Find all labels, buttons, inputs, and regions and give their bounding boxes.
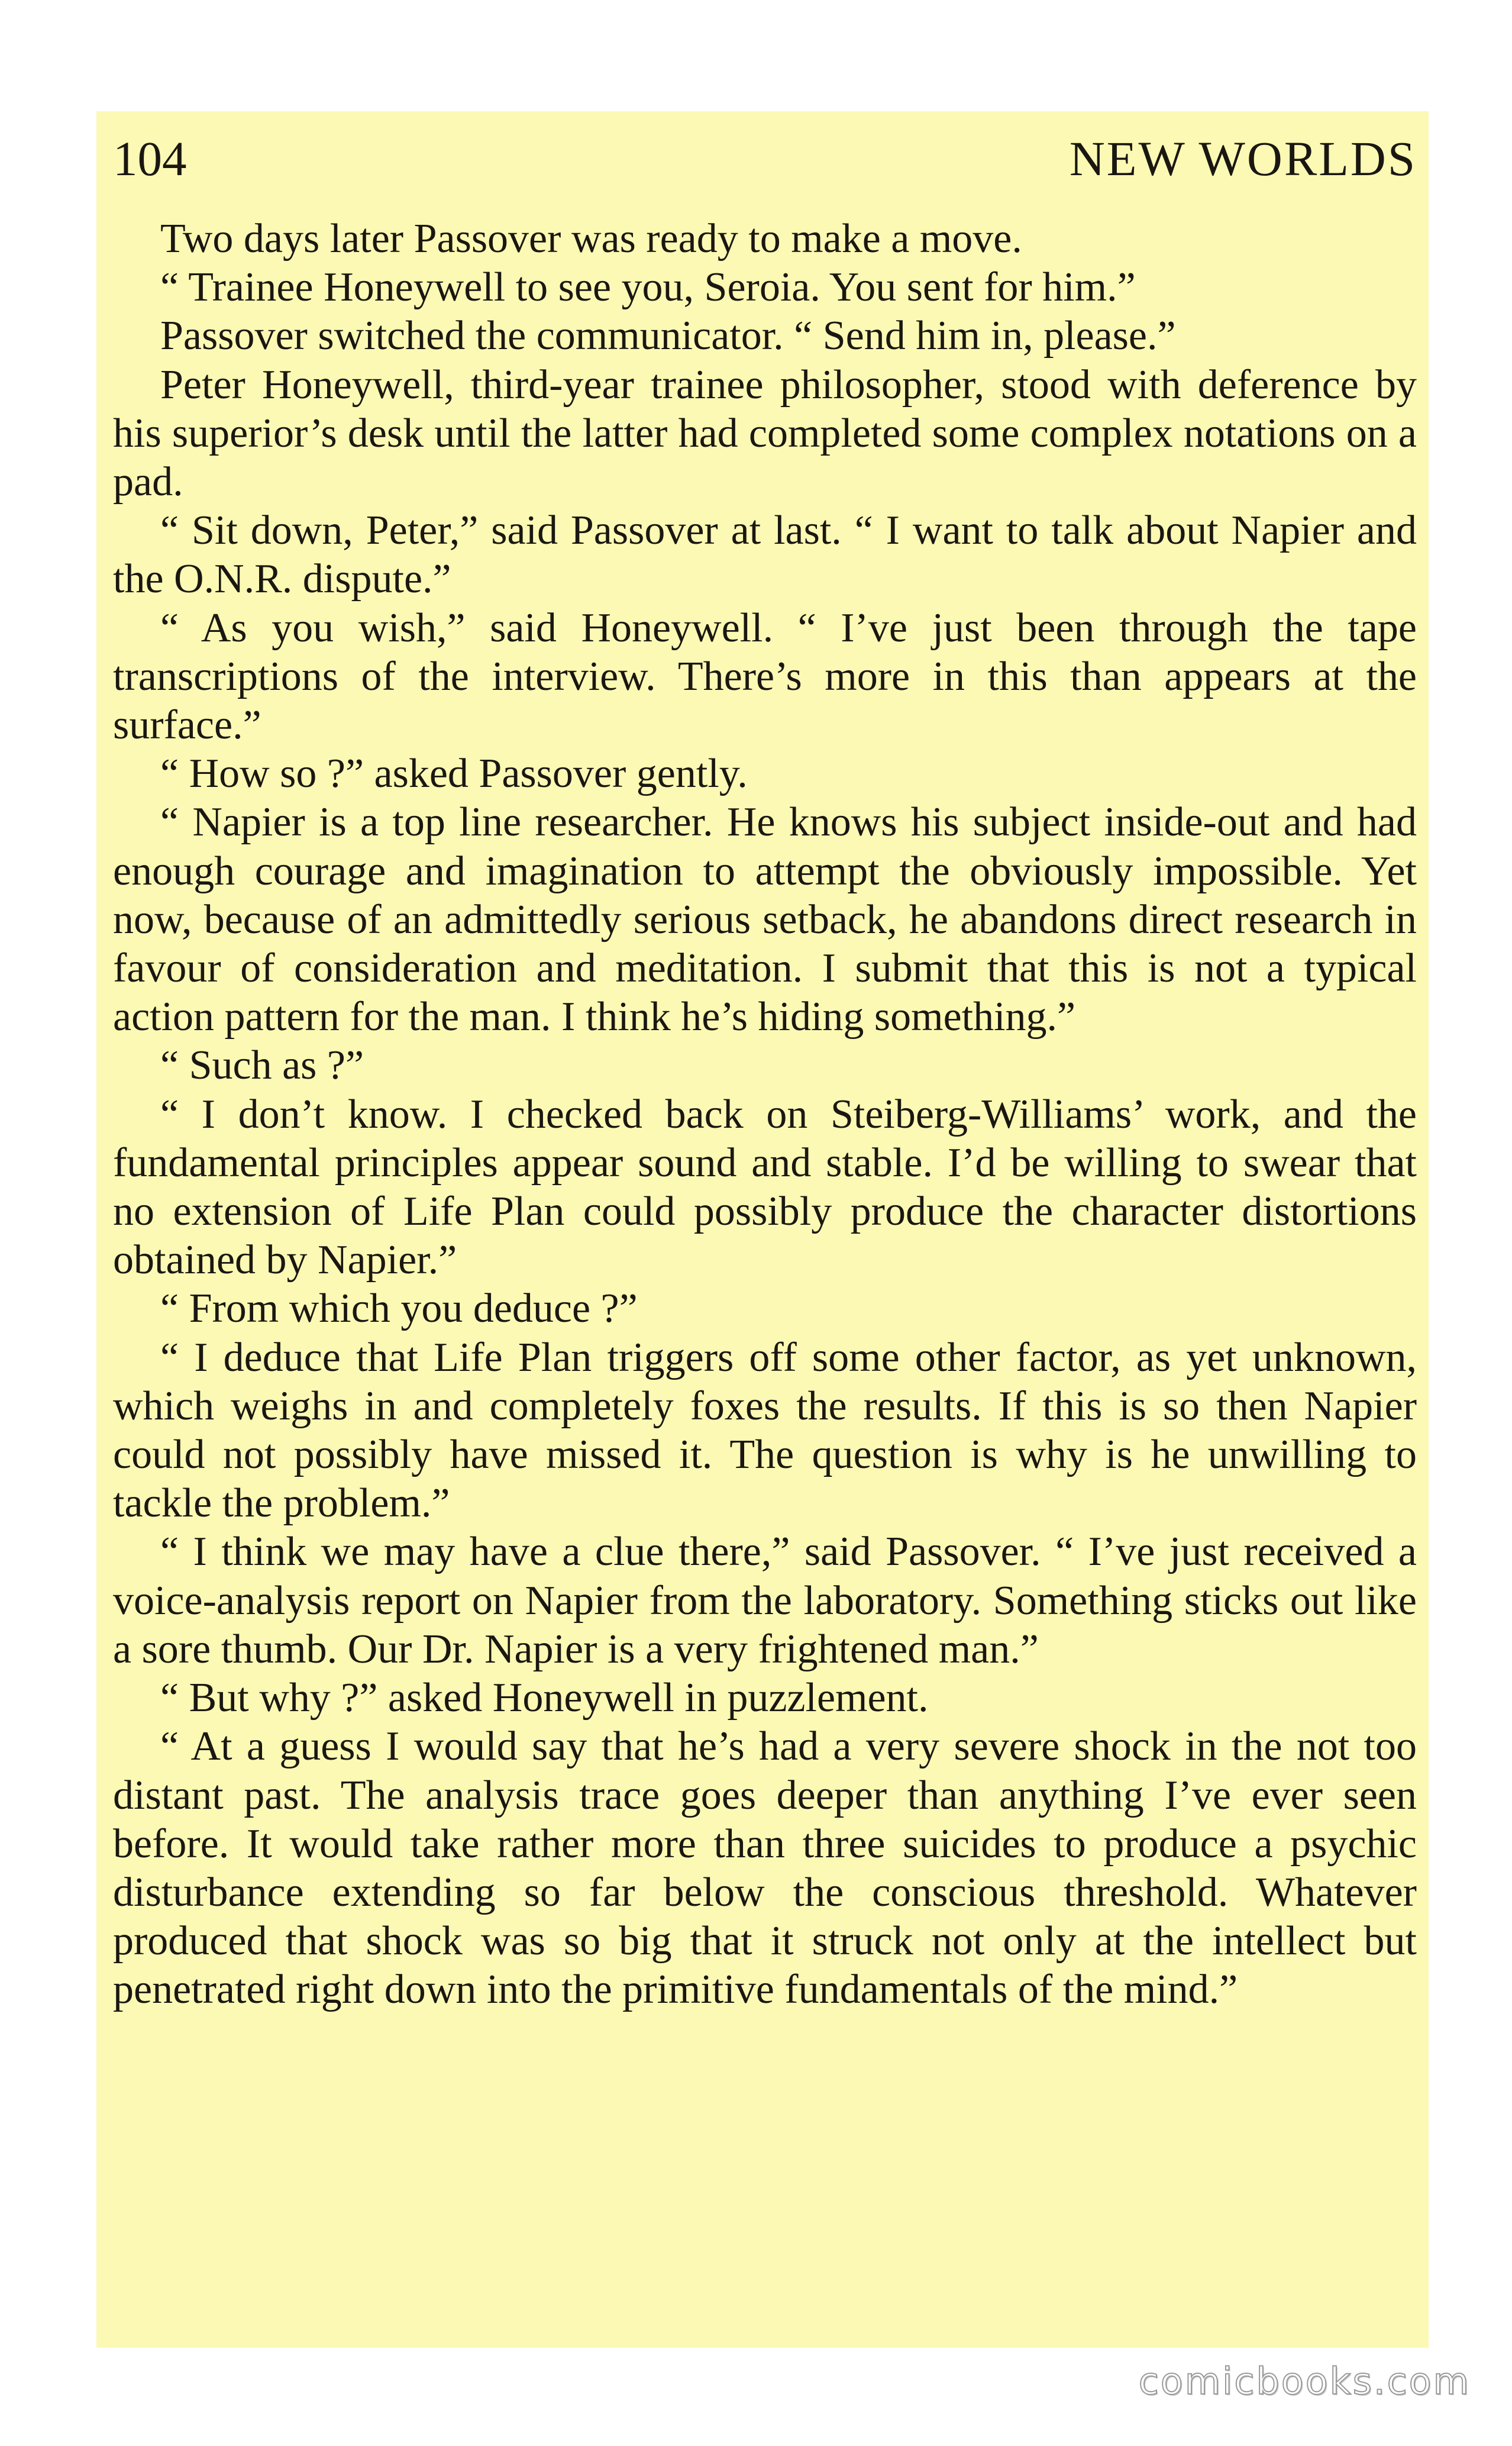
paragraph: “ At a guess I would say that he’s had a very severe shock in the not too distant past. The analysis trace goes deeper than anything I’ve ever seen before. It would take rather more than three suicides to produce a psychic disturbance extending so far below the conscious threshold. Whatever produced that shock was so big that it struck not only at the intellect but penetrated right down into the primitive fundamentals of the mind.” — [113, 1724, 1417, 2013]
paragraph: “ I think we may have a clue there,” said Passover. “ I’ve just received a voice-analysis report on Napier from the laboratory. Something sticks out like a sore thumb. Our Dr. Napier is a very frightened man.” — [113, 1529, 1417, 1672]
paragraph: “ Trainee Honeywell to see you, Seroia. You sent for him.” — [160, 264, 1136, 311]
paragraph: Passover switched the communicator. “ Send him in, please.” — [160, 313, 1176, 359]
paragraph: “ I deduce that Life Plan triggers off some other factor, as yet unknown, which weighs in and completely foxes the results. If this is so then Napier could not possibly have missed it. The question is why is he unwilling to tackle the problem.” — [113, 1334, 1417, 1527]
paragraph: “ As you wish,” said Honeywell. “ I’ve just been through the tape transcriptions of the interview. There’s more in this than appears at the surface.” — [113, 605, 1417, 748]
paragraph: “ But why ?” asked Honeywell in puzzlement. — [160, 1675, 929, 1721]
paragraph: “ From which you deduce ?” — [160, 1286, 638, 1332]
book-page — [96, 111, 1429, 2348]
paragraph: “ Napier is a top line researcher. He knows his subject inside-out and had enough courage and imagination to attempt the obviously impossible. Yet now, because of an admittedly serious setback, he abandons direct research in favour of consideration and meditation. I submit that this is not a typical action pattern for the man. I think he’s hiding something.” — [113, 799, 1417, 1040]
running-head: NEW WORLDS — [1069, 131, 1417, 186]
page-header — [113, 123, 1417, 194]
paragraph: “ Sit down, Peter,” said Passover at last. “ I want to talk about Napier and the O.N.R. dispute.” — [113, 508, 1417, 602]
paragraph: “ How so ?” asked Passover gently. — [160, 751, 748, 797]
paragraph: “ I don’t know. I checked back on Steiberg-Williams’ work, and the fundamental principles appear sound and stable. I’d be willing to swear that no extension of Life Plan could possibly produce the character distortions obtained by Napier.” — [113, 1091, 1417, 1283]
paragraph: “ Such as ?” — [160, 1043, 364, 1089]
paragraph: Two days later Passover was ready to make a move. — [160, 216, 1022, 262]
watermark: comicbooks.com — [1138, 2360, 1471, 2403]
body-text — [113, 215, 1417, 2015]
paragraph: Peter Honeywell, third-year trainee philosopher, stood with deference by his superior’s desk until the latter had completed some complex notations on a pad. — [113, 362, 1417, 505]
page-number: 104 — [113, 131, 187, 186]
